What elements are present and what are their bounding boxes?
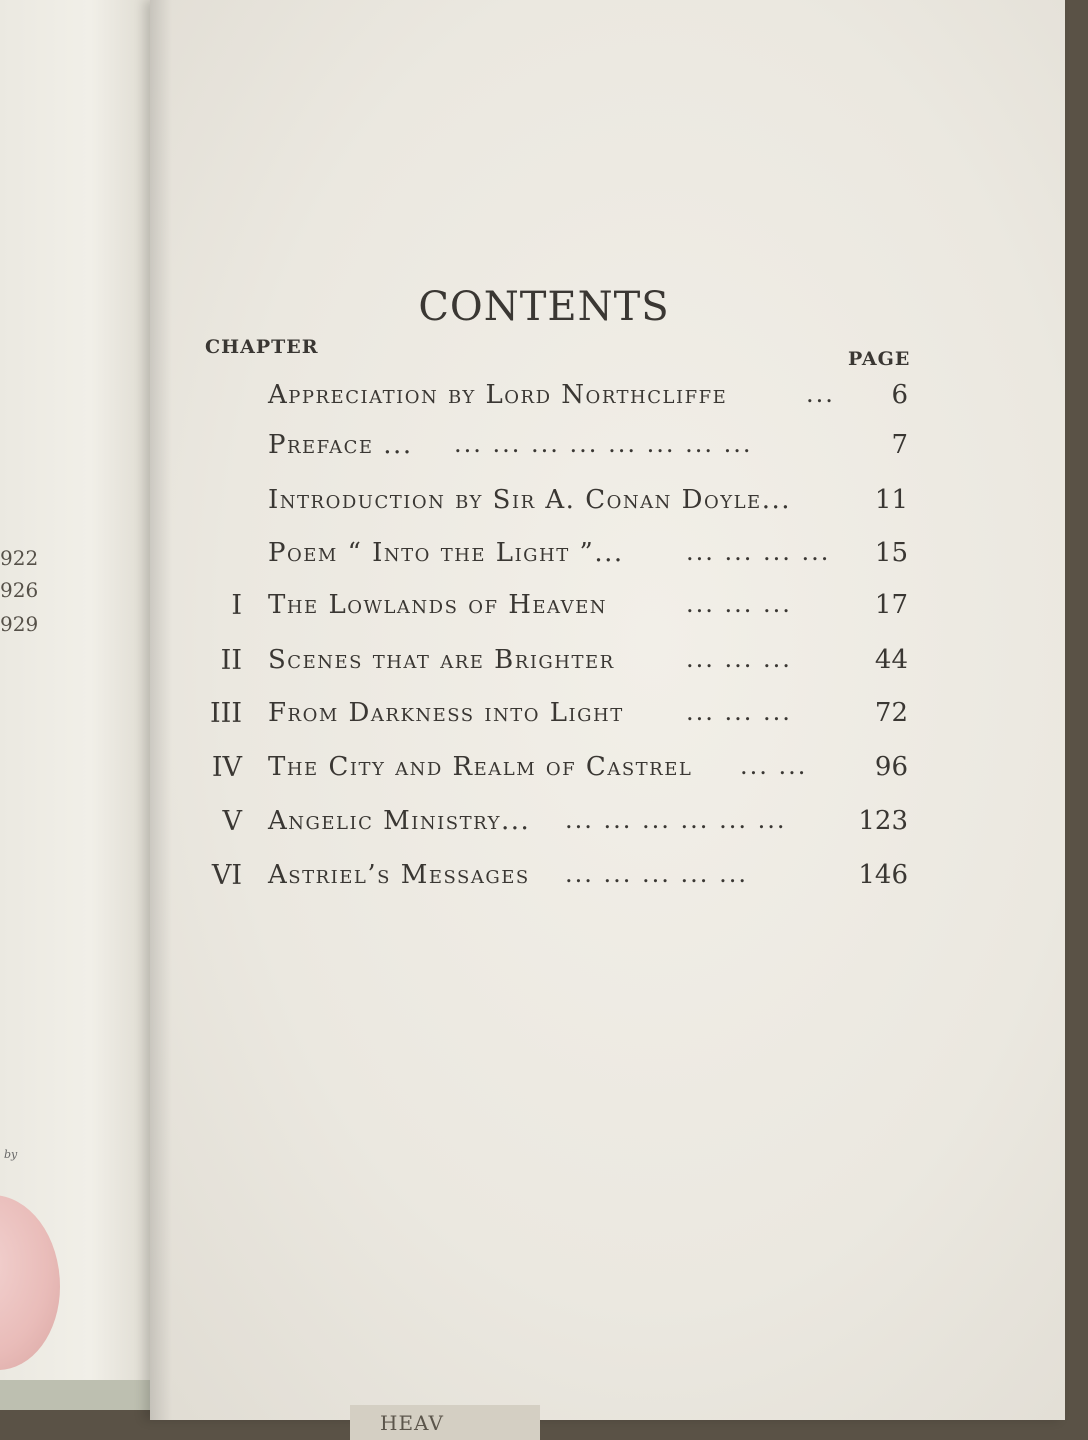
toc-row (0, 538, 1088, 586)
toc-row (0, 806, 1088, 854)
toc-page-number: 96 (874, 752, 908, 782)
toc-page-number: 44 (874, 645, 908, 675)
toc-entry-title: Appreciation by Lord Northcliffe (268, 380, 728, 410)
toc-entry-title: The Lowlands of Heaven (268, 590, 608, 620)
toc-entry-title: Preface ... (268, 430, 413, 460)
toc-entry-title: Introduction by Sir A. Conan Doyle... (268, 485, 791, 515)
chapter-number: V (222, 806, 242, 837)
toc-row (0, 645, 1088, 693)
toc-page-number: 17 (874, 590, 908, 620)
left-page-note: by (4, 1148, 18, 1161)
left-page-edge (0, 1380, 150, 1410)
toc-row (0, 380, 1088, 428)
toc-leader-dots: ... ... ... (686, 645, 792, 673)
toc-leader-dots: ... (806, 380, 835, 408)
chapter-number: II (220, 645, 242, 676)
toc-row (0, 860, 1088, 908)
toc-page-number: 11 (874, 485, 908, 515)
toc-entry-title: The City and Realm of Castrel (268, 752, 693, 782)
chapter-number: VI (211, 860, 242, 891)
toc-leader-dots: ... ... ... ... ... (565, 860, 748, 888)
chapter-number: IV (211, 752, 242, 783)
page-title-text: CONTENTS (418, 284, 670, 330)
toc-row (0, 430, 1088, 478)
toc-page-number: 6 (891, 380, 908, 410)
toc-entry-title: Poem “ Into the Light ”... (268, 538, 624, 568)
left-page-number: 922 (0, 546, 39, 570)
chapter-number: I (231, 590, 242, 621)
toc-page-number: 72 (874, 698, 908, 728)
toc-page-number: 123 (858, 806, 908, 836)
toc-row (0, 698, 1088, 746)
chapter-number: III (210, 698, 242, 729)
left-page-number: 929 (0, 612, 39, 636)
toc-row (0, 485, 1088, 533)
toc-leader-dots: ... ... ... (686, 698, 792, 726)
chapter-header: CHAPTER (205, 336, 319, 358)
toc-leader-dots: ... ... (740, 752, 808, 780)
toc-page-number: 7 (891, 430, 908, 460)
toc-leader-dots: ... ... ... ... ... ... ... ... (454, 430, 753, 458)
toc-entry-title: Astriel’s Messages (268, 860, 530, 890)
toc-page-number: 15 (874, 538, 908, 568)
page-title (0, 284, 1088, 330)
toc-page-number: 146 (858, 860, 908, 890)
toc-leader-dots: ... ... ... ... (686, 538, 831, 566)
bottom-tab-text: HEAV (380, 1411, 444, 1435)
left-page-number: 926 (0, 578, 39, 602)
toc-entry-title: Scenes that are Brighter (268, 645, 615, 675)
toc-leader-dots: ... ... ... ... ... ... (565, 806, 787, 834)
bottom-book-tab (350, 1405, 540, 1440)
toc-leader-dots: ... ... ... (686, 590, 792, 618)
toc-row (0, 752, 1088, 800)
toc-entry-title: From Darkness into Light (268, 698, 624, 728)
toc-entry-title: Angelic Ministry... (268, 806, 531, 836)
page-header: PAGE (848, 348, 911, 370)
toc-row (0, 590, 1088, 638)
